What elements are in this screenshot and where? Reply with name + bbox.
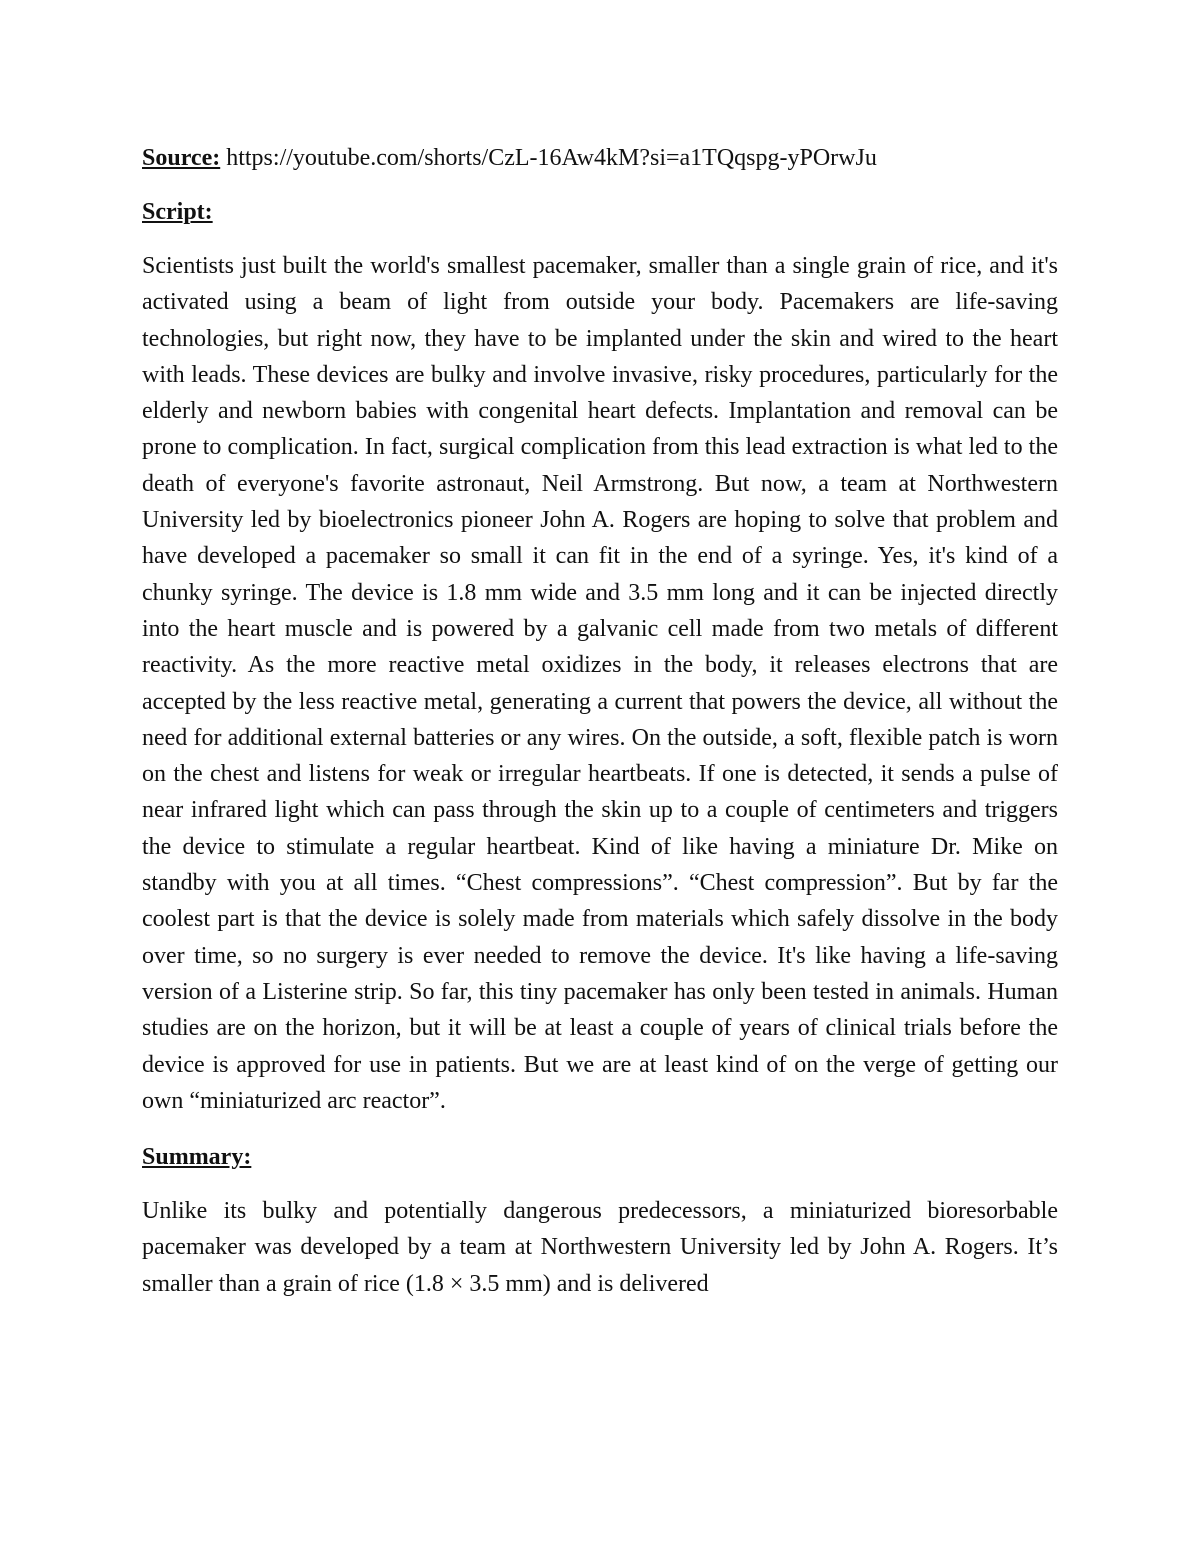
script-paragraph: Scientists just built the world's smallest pacemaker, smaller than a single grain of rice, and it's activated using a beam of light from outside your body. Pacemakers are life-saving technologies, but right now, they have to be implanted under the skin and wired to the heart with leads. These devices are bulky and involve invasive, risky procedures, particularly for the elderly and newborn babies with congenital heart defects. Implantation and removal can be prone to complication. In fact, surgical complication from this lead extraction is what led to the death of everyone's favorite astronaut, Neil Armstrong. But now, a team at Northwestern University led by bioelectronics pioneer John A. Rogers are hoping to solve that problem and have developed a pacemaker so small it can fit in the end of a syringe. Yes, it's kind of a chunky syringe. The device is 1.8 mm wide and 3.5 mm long and it can be injected directly into the heart muscle and is powered by a galvanic cell made from two metals of different reactivity. As the more reactive metal oxidizes in the body, it releases electrons that are accepted by the less reactive metal, generating a current that powers the device, all without the need for additional external batteries or any wires. On the outside, a soft, flexible patch is worn on the chest and listens for weak or irregular heartbeats. If one is detected, it sends a pulse of near infrared light which can pass through the skin up to a couple of centimeters and triggers the device to stimulate a regular heartbeat. Kind of like having a miniature Dr. Mike on standby with you at all times. “Chest compressions”. “Chest compression”. But by far the coolest part is that the device is solely made from materials which safely dissolve in the body over time, so no surgery is ever needed to remove the device. It's like having a life-saving version of a Listerine strip. So far, this tiny pacemaker has only been tested in animals. Human studies are on the horizon, but it will be at least a couple of years of clinical trials before the device is approved for use in patients. But we are at least kind of on the verge of getting our own “miniaturized arc reactor”.	[142, 253, 1058, 1114]
summary-heading	[142, 1139, 1058, 1175]
source-line	[142, 140, 1058, 176]
source-url: https://youtube.com/shorts/CzL-16Aw4kM?si=a1TQqspg-yPOrwJu	[226, 145, 877, 171]
script-heading	[142, 194, 1058, 230]
source-label: Source:	[142, 145, 221, 171]
summary-heading-label: Summary:	[142, 1144, 252, 1171]
document-page	[142, 140, 1058, 1322]
summary-paragraph: Unlike its bulky and potentially dangerous predecessors, a miniaturized bioresorbable pacemaker was developed by a team at Northwestern University led by John A. Rogers. It’s smaller than a grain of rice (1.8 × 3.5 mm) and is delivered	[142, 1198, 1058, 1297]
script-heading-label: Script:	[142, 199, 213, 225]
